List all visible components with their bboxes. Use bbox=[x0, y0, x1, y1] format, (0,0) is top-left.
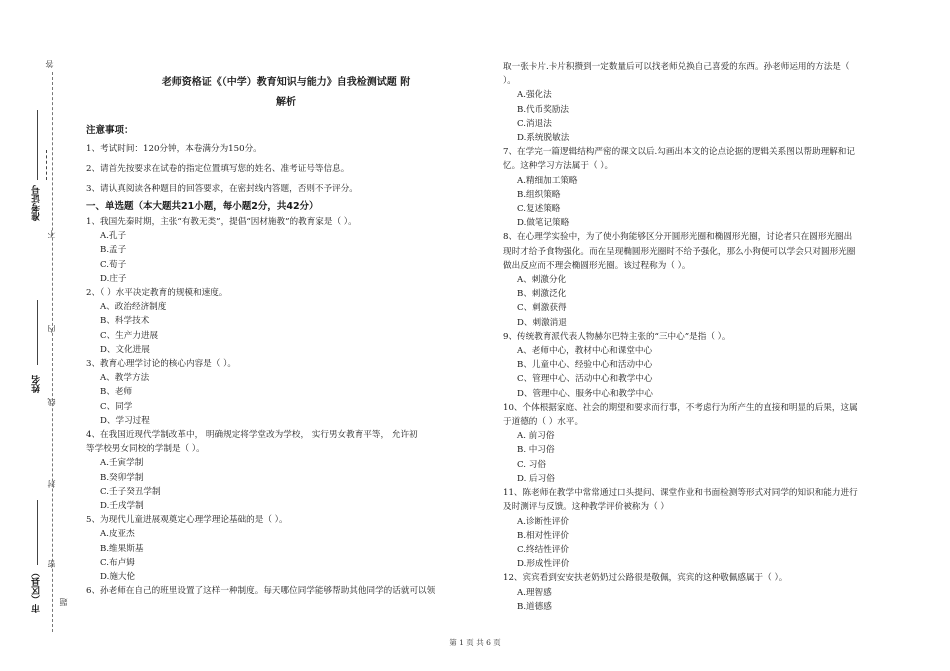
answer-option: A.诊断性评价 bbox=[517, 516, 569, 527]
answer-option: D. 后习俗 bbox=[517, 473, 555, 484]
answer-option: A.精细加工策略 bbox=[517, 175, 578, 186]
answer-option: D.壬戌学制 bbox=[100, 501, 144, 512]
answer-option: A.孔子 bbox=[100, 231, 127, 242]
answer-option: A. 前习俗 bbox=[517, 431, 555, 442]
question-stem: 3、教育心理学讨论的核心内容是（ ）。 bbox=[86, 359, 236, 370]
question-block bbox=[503, 486, 903, 571]
answer-option: A.强化法 bbox=[517, 90, 552, 101]
question-stem: 及时测评与反馈。这种教学评价被称为（ ） bbox=[503, 502, 670, 513]
question-block bbox=[503, 571, 903, 614]
question-stem: 2、（ ）水平决定教育的规模和速度。 bbox=[86, 288, 228, 299]
answer-option: B.组织策略 bbox=[517, 189, 561, 200]
question-stem: 4、在我国近现代学制改革中， 明确规定将学堂改为学校， 实行男女教育平等， 允许初 bbox=[86, 430, 418, 441]
answer-option: B、科学技术 bbox=[100, 316, 150, 327]
answer-option: C.消退法 bbox=[517, 118, 552, 129]
answer-option: A、老师中心，教材中心和课堂中心 bbox=[517, 346, 653, 357]
question-stem: 1、我国先秦时期，主张“有教无类”，提倡“因材施教”的教育家是（ ）。 bbox=[86, 217, 357, 227]
answer-option: D、刺激消退 bbox=[517, 317, 567, 328]
answer-option: B.代币奖励法 bbox=[517, 104, 570, 115]
answer-option: C.布卢姆 bbox=[100, 557, 135, 568]
answer-option: A、教学方法 bbox=[100, 373, 150, 384]
answer-option: A.皮亚杰 bbox=[100, 529, 135, 540]
question-block bbox=[503, 401, 903, 486]
question-block bbox=[86, 584, 486, 598]
question-block bbox=[86, 513, 486, 584]
question-stem: 6、孙老师在自己的班里设置了这样一种制度。每天哪位同学能够帮助其他同学的话就可以领 bbox=[86, 586, 436, 597]
question-stem: 忆。这种学习方法属于（ ）。 bbox=[503, 161, 614, 172]
notice-item: 2、请首先按要求在试卷的指定位置填写您的姓名、准考证号等信息。 bbox=[86, 164, 350, 174]
answer-option: C、刺激获得 bbox=[517, 303, 567, 314]
name-label: 姓名 bbox=[32, 375, 42, 393]
answer-option: C.荀子 bbox=[100, 259, 127, 270]
answer-option: D.庄子 bbox=[100, 273, 127, 284]
answer-option: C.壬子癸丑学制 bbox=[100, 486, 161, 497]
answer-option: D.形成性评价 bbox=[517, 559, 570, 570]
question-stem: 等学校男女同校的学制是（ ）。 bbox=[86, 444, 205, 455]
margin-seal-label: 封 bbox=[47, 480, 56, 488]
answer-option: D、管理中心、服务中心和教学中心 bbox=[517, 388, 653, 399]
notice-heading: 注意事项： bbox=[86, 125, 134, 136]
answer-option: A、刺激分化 bbox=[517, 275, 567, 286]
answer-option: A.壬寅学制 bbox=[100, 458, 144, 469]
right-column bbox=[503, 60, 903, 614]
question-stem: 8、在心理学实验中，为了使小狗能够区分开圆形光圈和椭圆形光圈，讨论者只在圆形光圈出 bbox=[503, 232, 853, 243]
question-stem: 现时才给予食物强化。而在呈现椭圆形光圈时不给予强化，那么小狗便可以学会只对圆形光圈 bbox=[503, 246, 856, 257]
name-underline bbox=[37, 300, 38, 365]
answer-option: C、生产力进展 bbox=[100, 330, 159, 341]
question-block bbox=[86, 215, 486, 286]
answer-option: B.道德感 bbox=[517, 601, 552, 612]
ticket-number-underline bbox=[37, 110, 38, 180]
question-stem: 11、陈老师在教学中常常通过口头提问、课堂作业和书面检测等形式对同学的知识和能力进行 bbox=[503, 488, 858, 499]
right-question-list bbox=[503, 60, 903, 614]
notice-item: 3、请认真阅读各种题目的回答要求，在密封线内答题，否则不予评分。 bbox=[86, 184, 358, 194]
question-block bbox=[503, 230, 903, 329]
question-stem: 5、为现代儿童进展观奠定心理学理论基础的是（ ）。 bbox=[86, 515, 288, 526]
question-block bbox=[86, 286, 486, 357]
question-block bbox=[503, 145, 903, 230]
district-label: 市（区县） bbox=[32, 568, 42, 613]
answer-option: B、老师 bbox=[100, 387, 133, 398]
margin-not-label: 不 bbox=[47, 230, 56, 238]
doc-title-line1: 老师资格证《（中学）教育知识与能力》自我检测试题 附 bbox=[161, 77, 411, 88]
answer-option: C、管理中心、活动中心和教学中心 bbox=[517, 374, 653, 385]
margin-inside-label: 内 bbox=[47, 325, 56, 333]
margin-line-label: 线 bbox=[47, 398, 56, 406]
ticket-number-underline-2 bbox=[46, 150, 47, 180]
answer-option: B、刺激泛化 bbox=[517, 289, 567, 300]
notice-list bbox=[86, 139, 486, 199]
question-stem: ）。 bbox=[503, 76, 516, 87]
answer-option: C.终结性评价 bbox=[517, 544, 569, 555]
question-stem: 取一张卡片.卡片积攒到一定数量后可以找老师兑换自己喜爱的东西。孙老师运用的方法是（ bbox=[503, 62, 850, 72]
question-stem: 7、在学完一篇逻辑结构严密的课文以后.勾画出本文的论点论据的逻辑关系图以帮助理解和记 bbox=[503, 147, 855, 158]
margin-seal2-label: 密 bbox=[47, 560, 56, 568]
answer-option: D、学习过程 bbox=[100, 415, 150, 426]
answer-option: D.施大伦 bbox=[100, 572, 136, 583]
left-column bbox=[86, 73, 486, 598]
ticket-number-label: 准考证号 bbox=[32, 185, 42, 221]
answer-option: D、文化进展 bbox=[100, 344, 150, 355]
answer-option: B、儿童中心、经验中心和活动中心 bbox=[517, 360, 653, 371]
seal-dashed-line bbox=[52, 72, 53, 632]
doc-title-line2: 解析 bbox=[276, 97, 296, 108]
answer-option: D.系统脱敏法 bbox=[517, 133, 570, 144]
answer-option: A、政治经济制度 bbox=[100, 302, 167, 313]
margin-question-label: 题 bbox=[59, 598, 68, 606]
question-block bbox=[86, 357, 486, 428]
left-question-list bbox=[86, 215, 486, 598]
question-block bbox=[503, 60, 903, 145]
page-footer: 第 1 页 共 6 页 bbox=[449, 638, 501, 647]
answer-option: B.癸卯学制 bbox=[100, 472, 144, 483]
district-underline bbox=[37, 500, 38, 565]
answer-option: C. 习俗 bbox=[517, 459, 546, 470]
answer-option: A.理智感 bbox=[517, 587, 552, 598]
question-stem: 做出反应而不理会椭圆形光圈。该过程称为（ ）。 bbox=[503, 260, 691, 271]
question-stem: 9、传统教育派代表人物赫尔巴特主张的“三中心”是指（ ）。 bbox=[503, 331, 731, 342]
answer-option: D.做笔记策略 bbox=[517, 218, 570, 229]
binding-margin bbox=[0, 0, 70, 671]
question-block bbox=[503, 330, 903, 401]
question-stem: 12、宾宾看到安安扶老奶奶过公路很是敬佩，宾宾的这种敬佩感属于（ ）。 bbox=[503, 573, 788, 584]
answer-option: B. 中习俗 bbox=[517, 445, 555, 456]
question-stem: 10、个体根据家庭、社会的期望和要求而行事，不考虑行为所产生的直接和明显的后果，这属 bbox=[503, 402, 858, 413]
section-heading: 一、单选题（本大题共21小题，每小题2分，共42分） bbox=[86, 201, 319, 212]
question-stem: 于道德的（ ）水平。 bbox=[503, 417, 584, 428]
answer-option: C.复述策略 bbox=[517, 204, 561, 215]
answer-option: C、同学 bbox=[100, 401, 133, 412]
question-block bbox=[86, 428, 486, 513]
answer-option: B.维果斯基 bbox=[100, 543, 144, 554]
notice-item: 1、考试时间：120分钟，本卷满分为150分。 bbox=[86, 144, 262, 154]
answer-option: B.相对性评价 bbox=[517, 530, 570, 541]
answer-option: B.孟子 bbox=[100, 245, 127, 256]
margin-answer-label: 答 bbox=[45, 60, 54, 68]
